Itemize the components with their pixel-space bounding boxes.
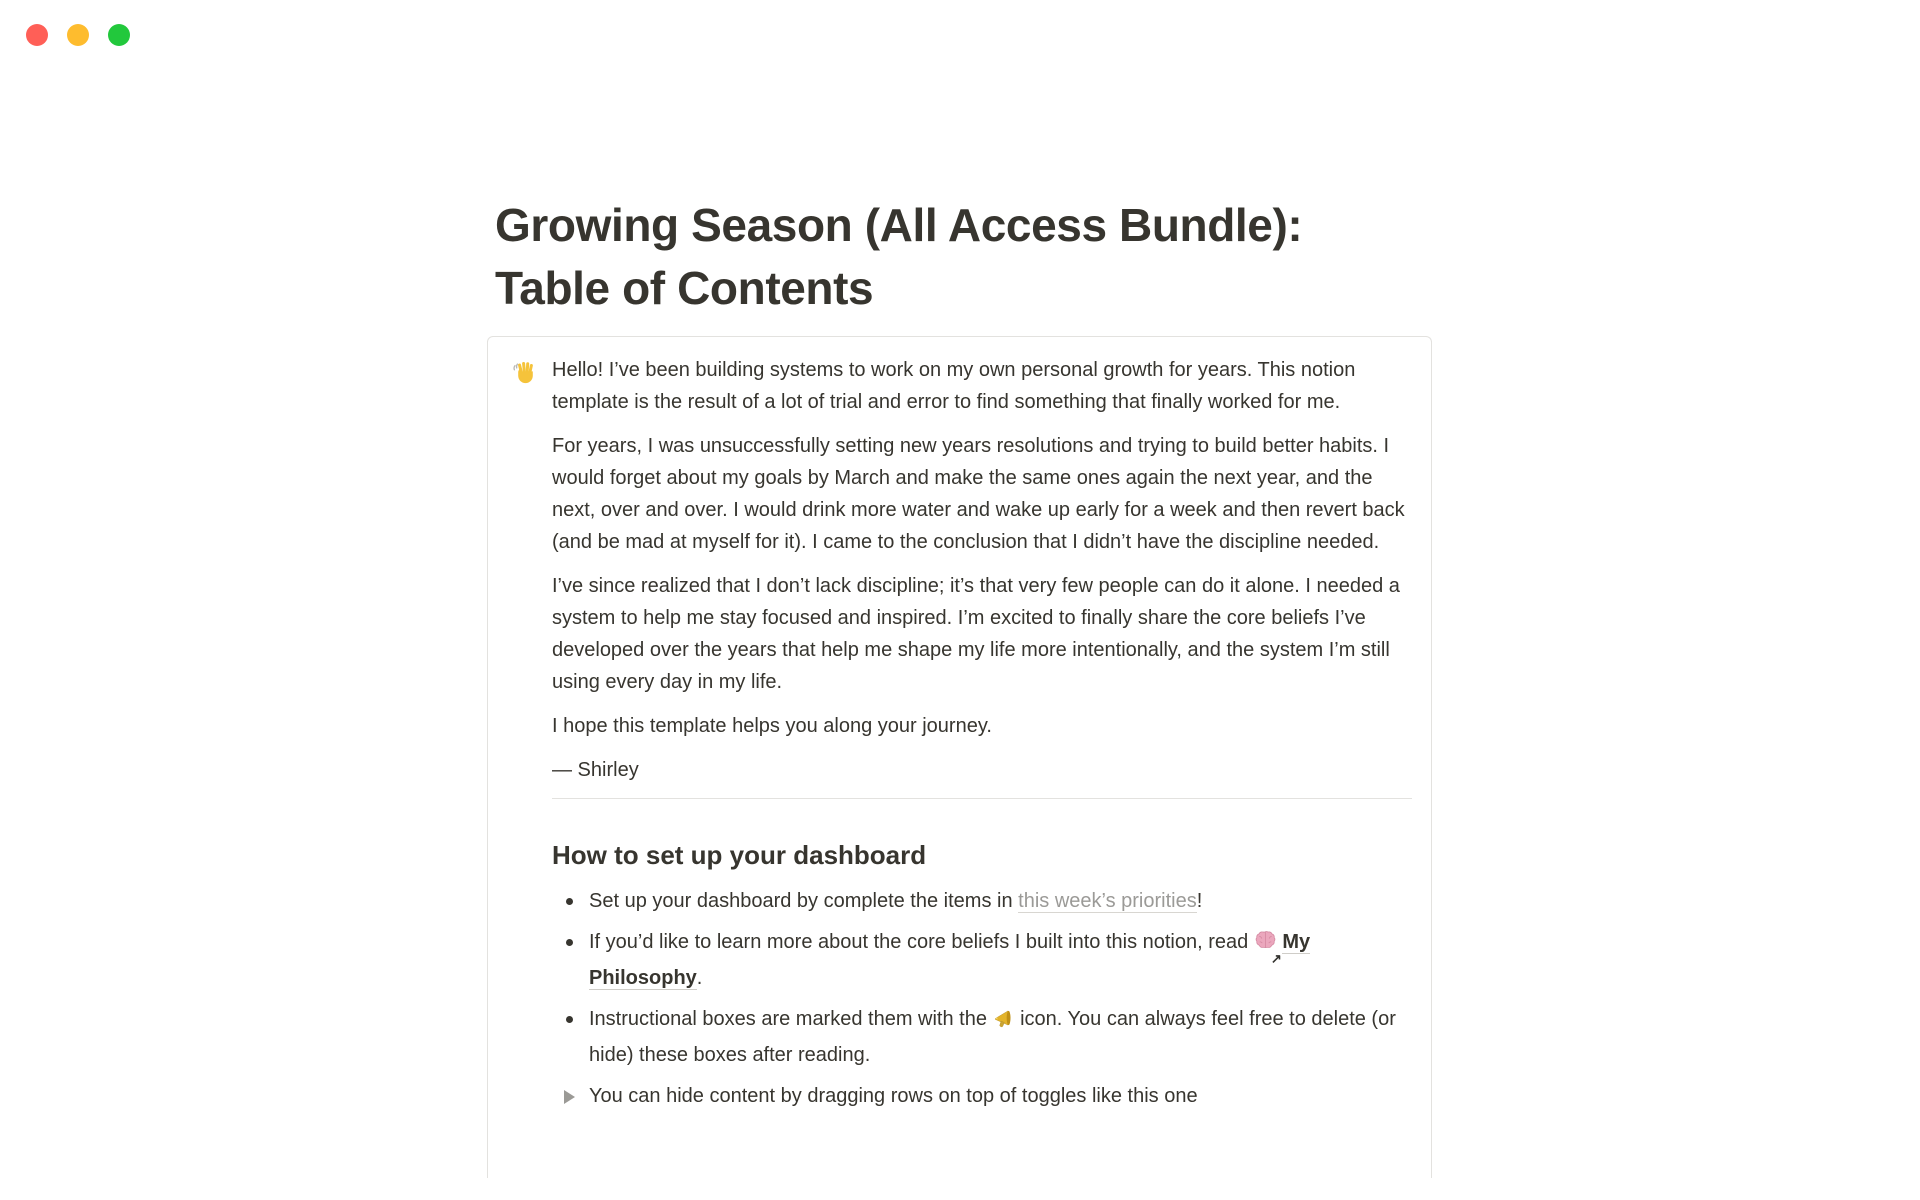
bullet1-suffix: ! [1196, 890, 1203, 912]
bullet3-text: Instructional boxes are marked them with the [589, 1008, 993, 1030]
bullet2-text: If you’d like to learn more about the core beliefs I built into this notion, read [589, 931, 1254, 953]
bullet-icon [566, 939, 573, 946]
window-controls [26, 24, 130, 46]
list-item-priorities [552, 885, 1412, 917]
section-heading: How to set up your dashboard [552, 840, 927, 870]
megaphone-icon [993, 1007, 1015, 1039]
toggle-label: You can hide content by dragging rows on top of toggles like this one [589, 1085, 1198, 1107]
toggle-item[interactable] [552, 1080, 1412, 1112]
page-title [487, 194, 1432, 320]
list-item-instructional [552, 1003, 1412, 1071]
bullet-icon [566, 1016, 573, 1023]
brain-icon [1254, 929, 1282, 966]
intro-paragraph-3: I’ve since realized that I don’t lack discipline; it’s that very few people can do it alone. I needed a system to help me stay focused and inspired. I’m excited to finally share the core beliefs I’ve developed over the years that help me shape my life more intentionally, and the system I’m still using every day in my life. [552, 575, 1400, 693]
page-title-line1: Growing Season (All Access Bundle): [495, 199, 1303, 251]
intro-paragraph-2: For years, I was unsuccessfully setting new years resolutions and trying to build better habits. I would forget about my goals by March and make the same ones again the next year, and the next, over and over. I would drink more water and wake up early for a week and then revert back (and be mad at myself for it). I came to the conclusion that I didn’t have the discipline needed. [552, 435, 1405, 553]
minimize-button[interactable] [67, 24, 89, 46]
list-item-philosophy [552, 926, 1412, 994]
page-title-line2: Table of Contents [495, 262, 874, 314]
callout-body [552, 354, 1412, 1121]
waving-hand-icon[interactable] [512, 359, 538, 390]
close-button[interactable] [26, 24, 48, 46]
my-philosophy-link[interactable]: My Philosophy [589, 931, 1311, 989]
page-link-arrow-icon: ↗ [1270, 951, 1282, 966]
intro-paragraph-1: Hello! I’ve been building systems to work on my own personal growth for years. This notion template is the result of a lot of trial and error to find something that finally worked for me. [552, 359, 1356, 413]
bullet1-text: Set up your dashboard by complete the items in [589, 890, 1019, 912]
this-weeks-priorities-link[interactable]: this week’s priorities [1018, 890, 1197, 912]
zoom-button[interactable] [108, 24, 130, 46]
bullet3-suffix: icon. You can always feel free to delete (or hide) these boxes after reading. [589, 1008, 1396, 1066]
bullet2-suffix: . [696, 967, 703, 989]
intro-callout [487, 336, 1432, 1178]
divider [552, 798, 1412, 799]
page-content [487, 194, 1432, 1178]
toggle-triangle-icon[interactable] [564, 1090, 575, 1104]
signature: — Shirley [552, 759, 639, 781]
bullet-icon [566, 898, 573, 905]
intro-paragraph-4: I hope this template helps you along your journey. [552, 715, 992, 737]
